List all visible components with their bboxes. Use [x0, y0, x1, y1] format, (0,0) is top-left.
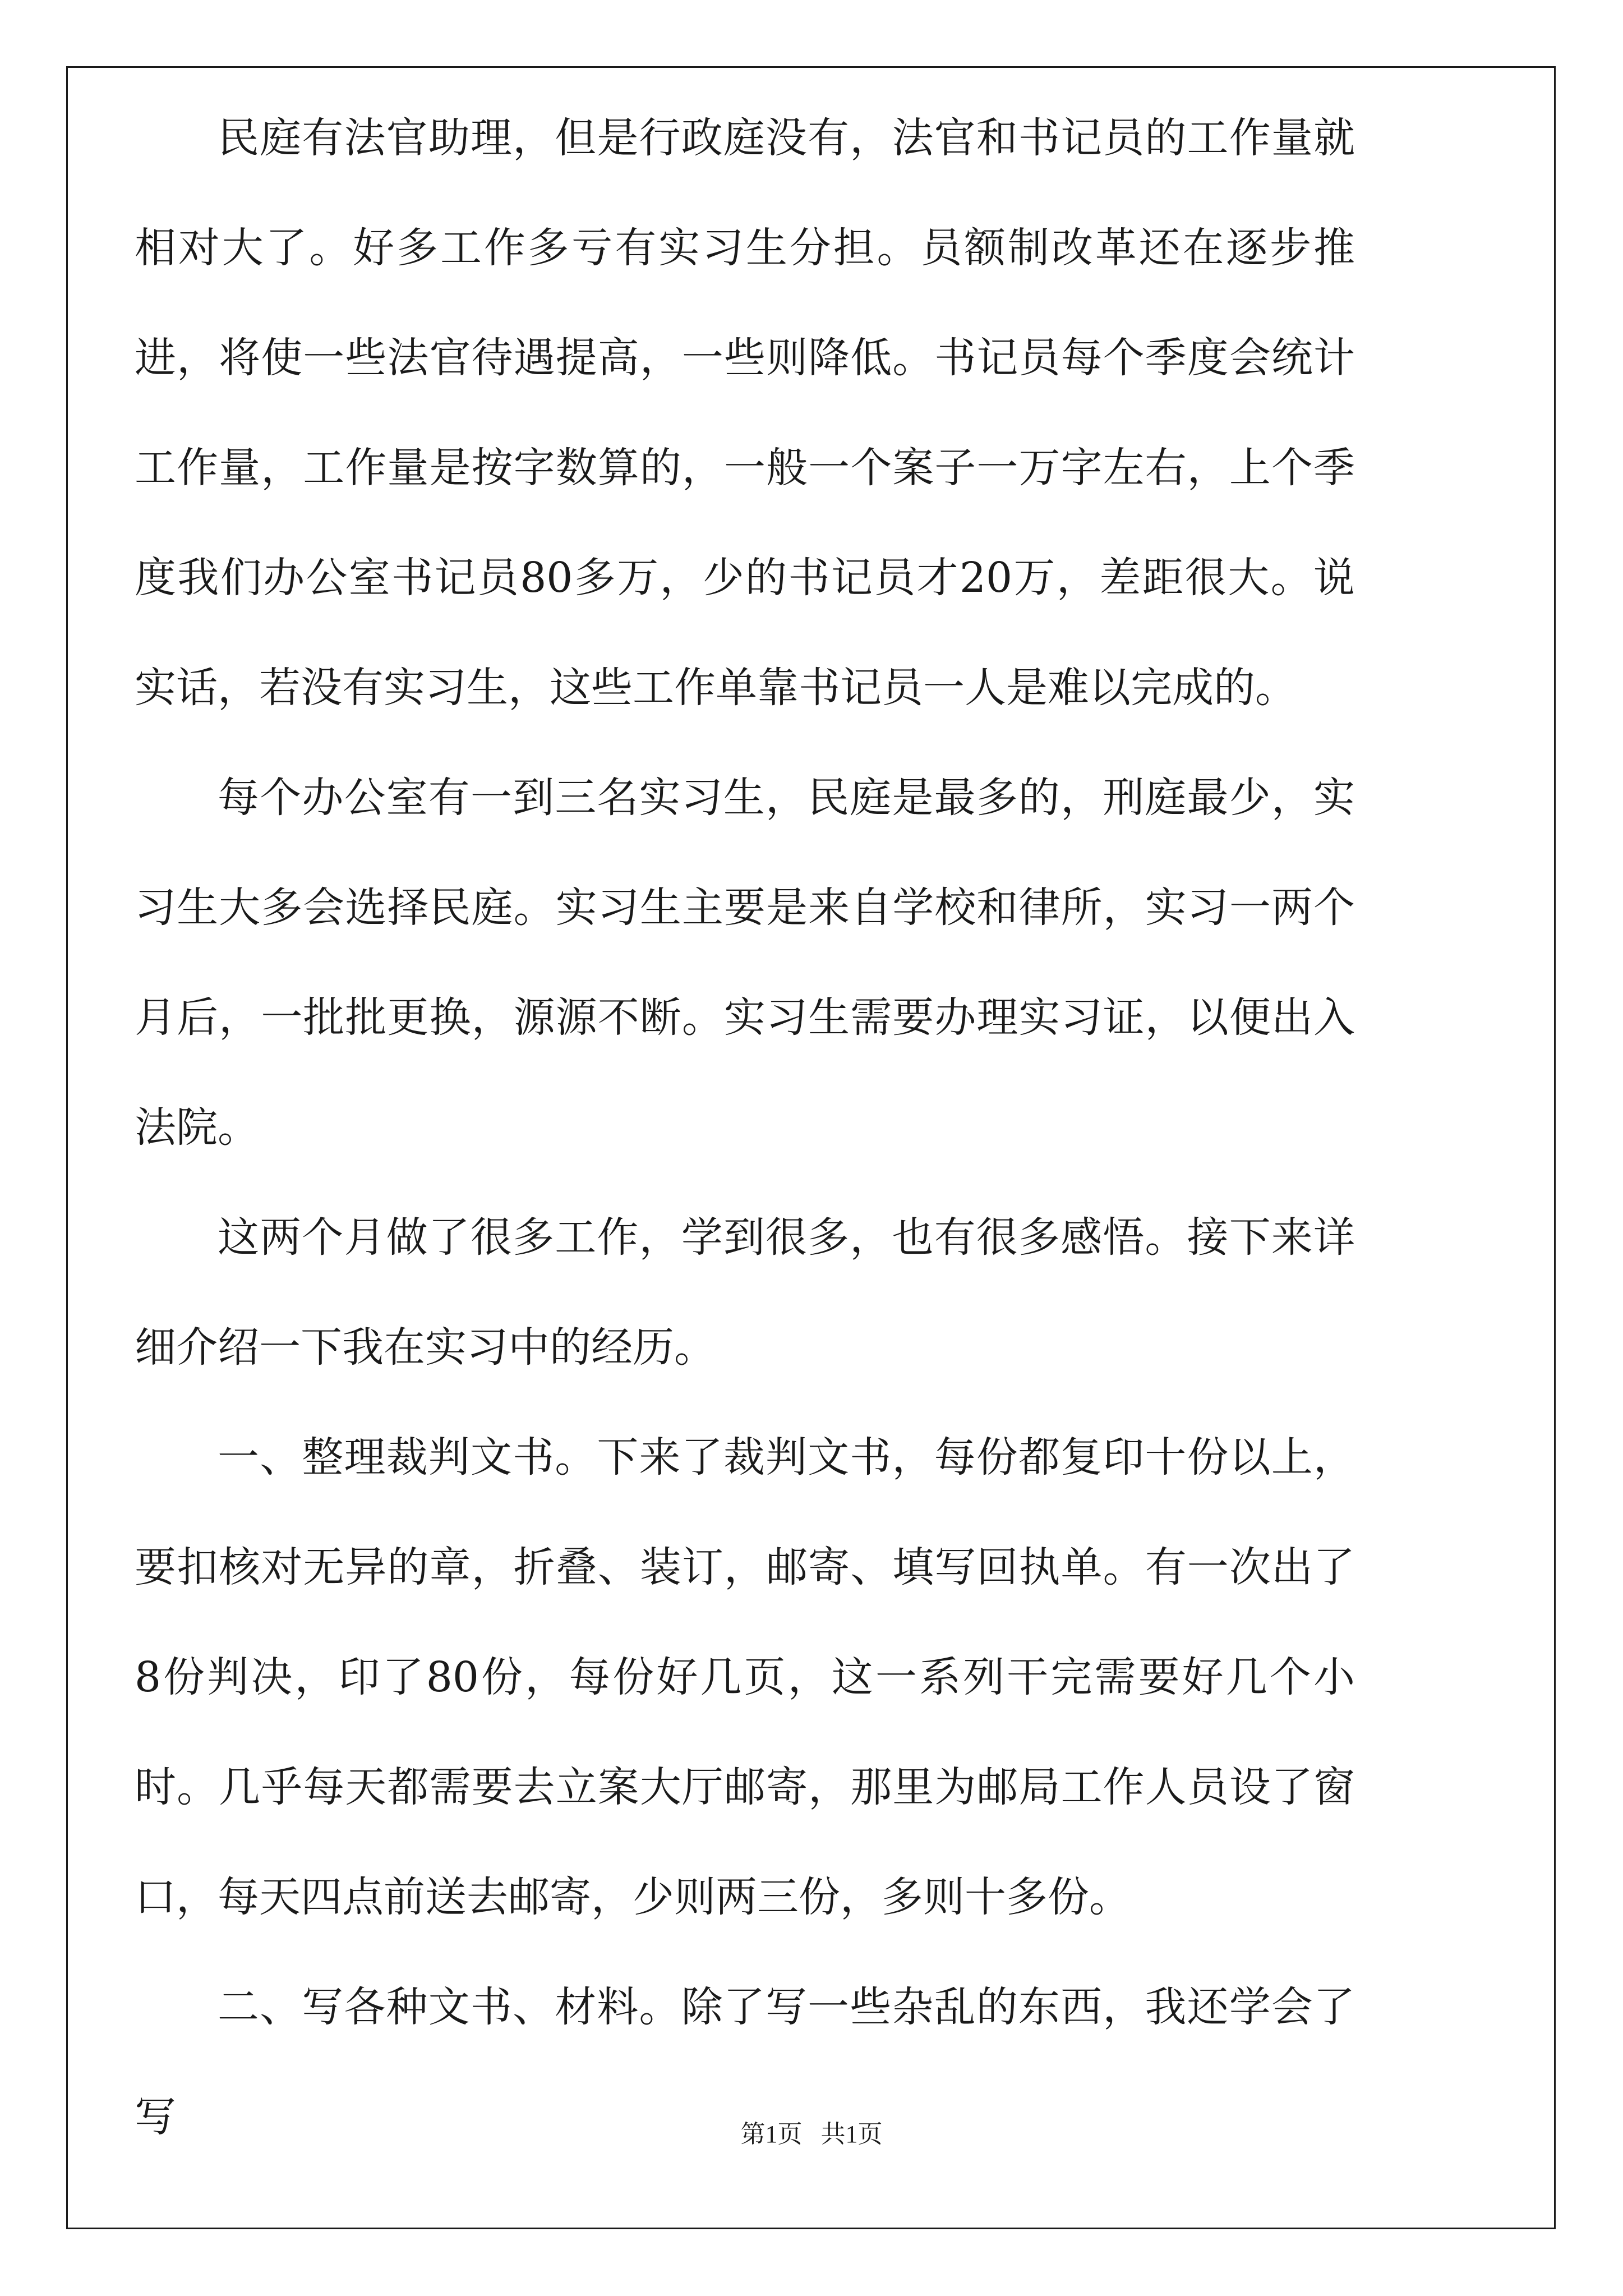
paragraph: 每个办公室有一到三名实习生，民庭是最多的，刑庭最少，实习生大多会选择民庭。实习生主要是来自学校和律所，实习一两个月后，一批批更换，源源不断。实习生需要办理实习证，以便出入法院。 — [135, 774, 1355, 1152]
paragraph: 一、整理裁判文书。下来了裁判文书，每份都复印十份以上，要扣核对无异的章，折叠、装订，邮寄、填写回执单。有一次出了8份判决，印了80份，每份好几页，这一系列干完需要好几个小时。几乎每天都需要去立案大厅邮寄，那里为邮局工作人员设了窗口，每天四点前送去邮寄，少则两三份，多则十多份。 — [135, 1433, 1355, 1921]
page-number-footer: 第1页 共1页 — [740, 2120, 883, 2148]
paragraph: 这两个月做了很多工作，学到很多，也有很多感悟。接下来详细介绍一下我在实习中的经历。 — [135, 1213, 1355, 1372]
document-body — [135, 83, 1355, 2172]
paragraph: 二、写各种文书、材料。除了写一些杂乱的东西，我还学会了写 — [135, 1983, 1355, 2141]
paragraph: 民庭有法官助理，但是行政庭没有，法官和书记员的工作量就相对大了。好多工作多亏有实习生分担。员额制改革还在逐步推进，将使一些法官待遇提高，一些则降低。书记员每个季度会统计工作量，工作量是按字数算的，一般一个案子一万字左右，上个季度我们办公室书记员80多万，少的书记员才20万，差距很大。说实话，若没有实习生，这些工作单靠书记员一人是难以完成的。 — [135, 114, 1355, 712]
